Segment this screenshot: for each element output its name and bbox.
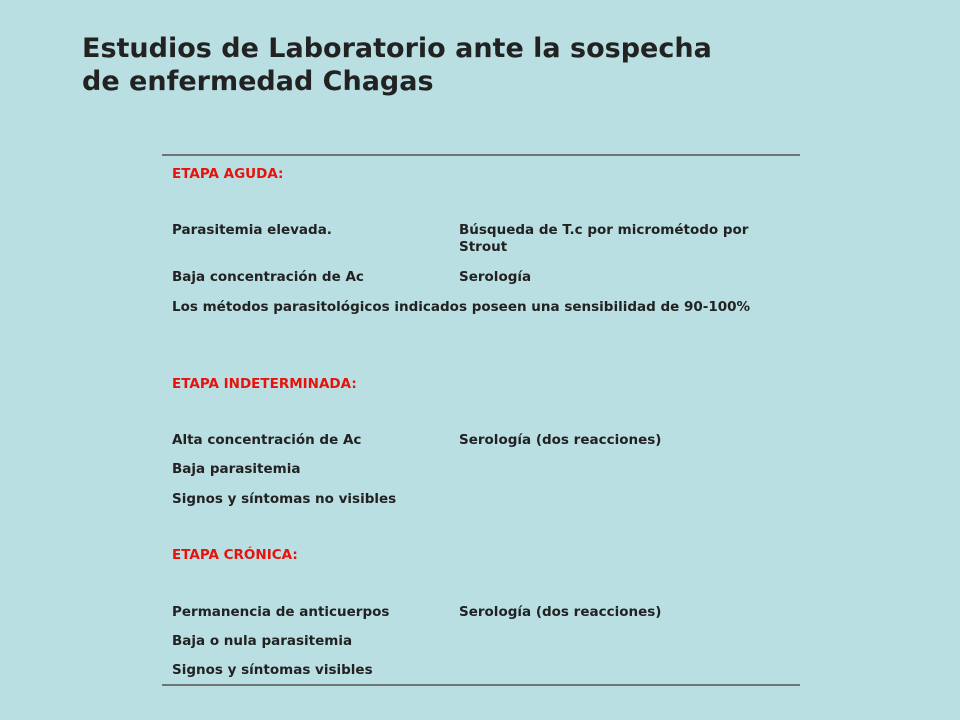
cell-finding: Signos y síntomas no visibles: [172, 491, 397, 507]
slide-title: [82, 32, 902, 98]
cell-method: Serología (dos reacciones): [459, 432, 662, 448]
cell-method: Búsqueda de T.c por micrométodo por Strout: [459, 222, 749, 255]
cell-finding: Alta concentración de Ac: [172, 432, 362, 448]
cell-finding: Baja o nula parasitemia: [172, 633, 353, 649]
heading-text: ETAPA INDETERMINADA:: [172, 376, 357, 392]
cell-finding: Baja parasitemia: [172, 461, 301, 477]
cell-finding: Parasitemia elevada.: [172, 222, 332, 238]
cell-finding: Permanencia de anticuerpos: [172, 604, 390, 620]
cell-finding: Signos y síntomas visibles: [172, 662, 373, 678]
slide-title-line-2: de enfermedad Chagas: [82, 66, 434, 97]
cell-finding: Baja concentración de Ac: [172, 269, 364, 285]
lab-studies-table: [162, 154, 800, 686]
sensitivity-note: Los métodos parasitológicos indicados poseen una sensibilidad de 90-100%: [172, 299, 751, 315]
cell-method: Serología: [459, 269, 532, 285]
heading-text: ETAPA CRÓNICA:: [172, 547, 298, 563]
heading-text: ETAPA AGUDA:: [172, 166, 284, 182]
slide-title-line-1: Estudios de Laboratorio ante la sospecha: [82, 33, 712, 64]
cell-method: Serología (dos reacciones): [459, 604, 662, 620]
